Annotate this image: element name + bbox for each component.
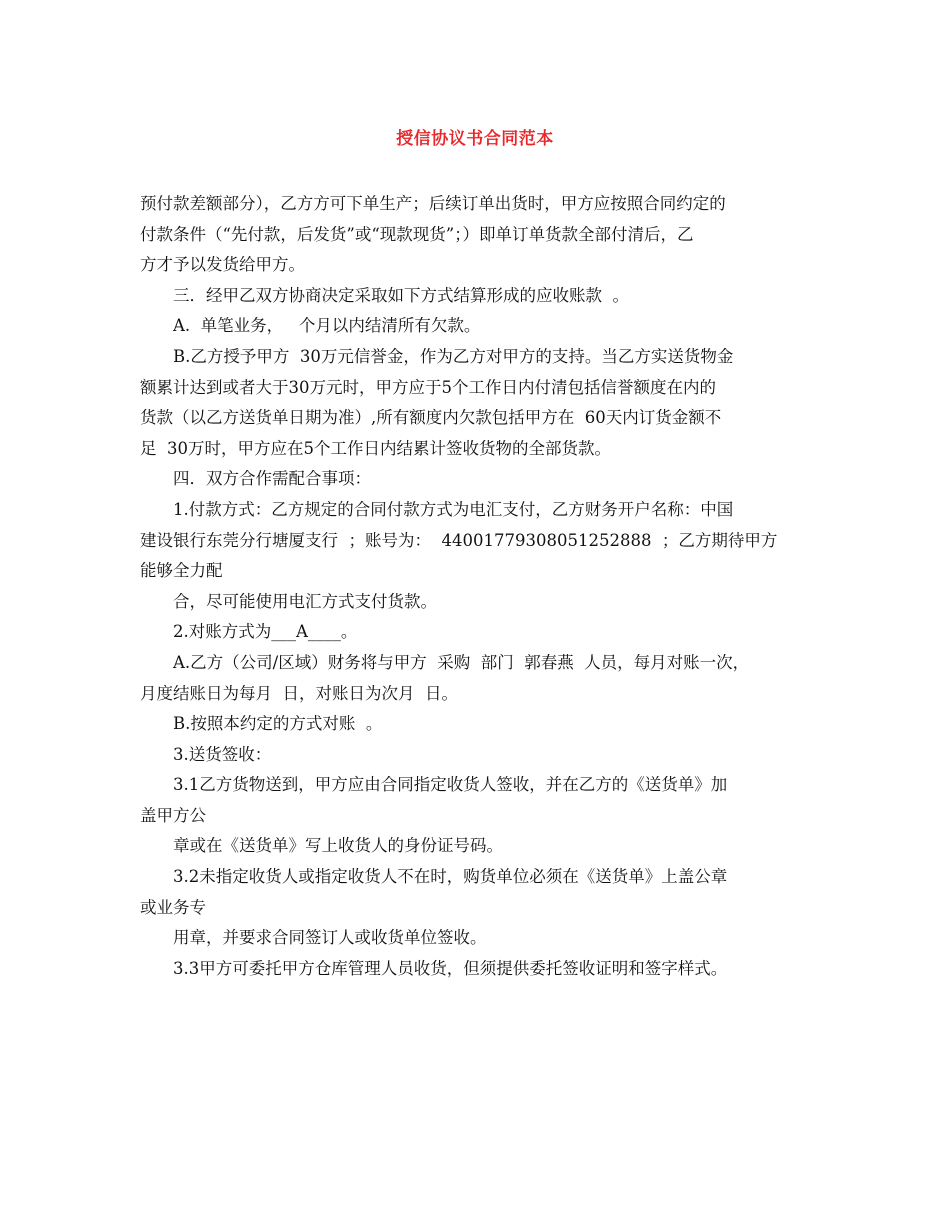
text-line: 建设银行东莞分行塘厦支行 ；账号为： 44001779308051252888 ；乙方期待甲方	[140, 530, 778, 550]
text-line: 用章，并要求合同签订人或收货单位签收。	[173, 928, 487, 948]
text-line: 能够全力配	[140, 561, 223, 581]
text-line: 方才予以发货给甲方。	[140, 255, 305, 275]
text-line: 四．双方合作需配合事项：	[173, 469, 371, 489]
text-line: 1.付款方式：乙方规定的合同付款方式为电汇支付，乙方财务开户名称：中国	[173, 499, 734, 519]
text-line: 章或在《送货单》写上收货人的身份证号码。	[173, 836, 503, 856]
text-line: B.乙方授予甲方 30万元信誉金，作为乙方对甲方的支持。当乙方实送货物金	[173, 346, 734, 366]
text-line: A. 单笔业务， 个月以内结清所有欠款。	[173, 316, 481, 336]
text-line: 3.2未指定收货人或指定收货人不在时，购货单位必须在《送货单》上盖公章	[173, 867, 728, 887]
text-line: 盖甲方公	[140, 805, 206, 825]
text-line: 货款（以乙方送货单日期为准）,所有额度内欠款包括甲方在 60天内订货金额不	[140, 408, 722, 428]
text-line: A.乙方（公司/区域）财务将与甲方 采购 部门 郭春燕 人员，每月对账一次，	[173, 652, 750, 672]
text-line: 2.对账方式为___A____。	[173, 622, 358, 642]
text-line: 三．经甲乙双方协商决定采取如下方式结算形成的应收账款 。	[173, 285, 629, 305]
text-line: 月度结账日为每月 日，对账日为次月 日。	[140, 683, 458, 703]
document-title: 授信协议书合同范本	[396, 129, 554, 149]
text-line: 或业务专	[140, 897, 206, 917]
text-line: 足 30万时，甲方应在5个工作日内结累计签收货物的全部货款。	[140, 438, 611, 458]
text-line: 预付款差额部分），乙方方可下单生产；后续订单出货时，甲方应按照合同约定的	[140, 194, 726, 213]
text-line: 额累计达到或者大于30万元时，甲方应于5个工作日内付清包括信誉额度在内的	[140, 377, 716, 397]
text-line: B.按照本约定的方式对账 。	[173, 714, 383, 734]
text-line: 合，尽可能使用电汇方式支付货款。	[173, 591, 437, 611]
text-line: 3.送货签收：	[173, 744, 272, 764]
document-body	[140, 189, 820, 984]
text-line: 3.3甲方可委托甲方仓库管理人员收货，但须提供委托签收证明和签字样式。	[173, 958, 728, 978]
text-line: 3.1乙方货物送到，甲方应由合同指定收货人签收，并在乙方的《送货单》加	[173, 775, 728, 795]
text-line: 付款条件（“先付款，后发货”或“现款现货”；）即单订单货款全部付清后，乙	[140, 224, 694, 244]
